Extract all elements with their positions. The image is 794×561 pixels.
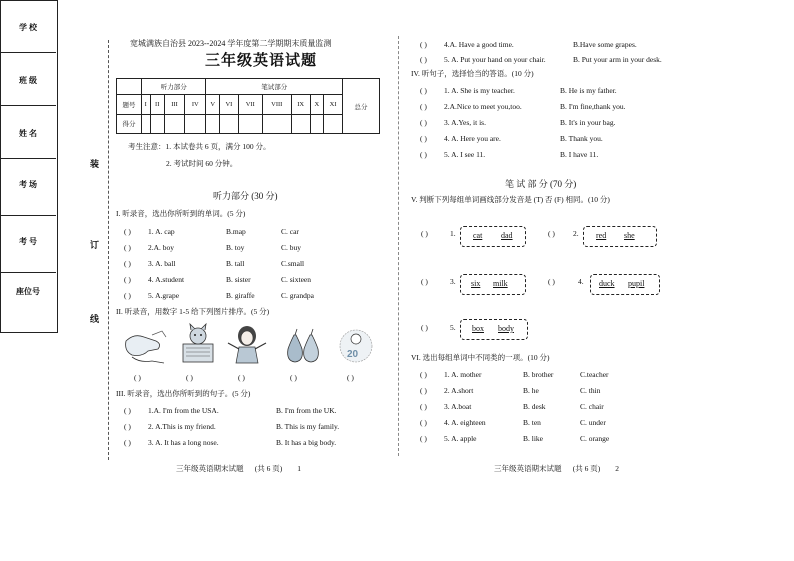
option-b: B. I have 11. xyxy=(560,150,599,159)
score-table xyxy=(116,78,380,134)
option-a: 5. A. I see 11. xyxy=(444,150,486,159)
picture-order-blank[interactable]: ( ) xyxy=(290,373,297,382)
option-a: 3. A.Yes, it is. xyxy=(444,118,486,127)
option-a: 1. A. She is my teacher. xyxy=(444,86,515,95)
section-6-title: VI. 选出每组单词中不同类的一项。(10 分) xyxy=(411,353,550,362)
item-number: 1. xyxy=(450,229,456,238)
option-b: B. I'm fine,thank you. xyxy=(560,102,626,111)
option-b: B.map xyxy=(226,227,246,236)
option-c: C.small xyxy=(281,259,305,268)
exam-header: 宽城满族自治县 2023--2024 学年度第二学期期末质量监测 xyxy=(130,39,332,48)
option-a: 2.A.Nice to meet you,too. xyxy=(444,102,522,111)
page-1-footer: 三年级英语期末试题 (共 6 页) 1 xyxy=(176,464,301,473)
score-col-header: XI xyxy=(324,95,343,114)
option-b: B. It has a big body. xyxy=(276,438,337,447)
answer-blank[interactable]: ( ) xyxy=(421,323,428,332)
option-a: 1.A. I'm from the USA. xyxy=(148,406,219,415)
option-c: C. chair xyxy=(580,402,604,411)
option-c: C. car xyxy=(281,227,299,236)
section-3-title: III. 听录音，选出你所听到的句子。(5 分) xyxy=(116,389,251,398)
word-1: box xyxy=(472,324,484,333)
picture-order-blank[interactable]: ( ) xyxy=(134,373,141,382)
exam-number-label: 考 号 xyxy=(19,237,37,246)
item-number: 3. xyxy=(450,277,456,286)
option-a: 2. A.This is my friend. xyxy=(148,422,216,431)
option-b: B. sister xyxy=(226,275,251,284)
score-col-header: VI xyxy=(220,95,239,114)
option-a: 5. A. Put your hand on your chair. xyxy=(444,55,546,64)
score-cell[interactable] xyxy=(262,114,291,133)
listening-section-title: 听力部分 (30 分) xyxy=(213,191,278,201)
score-cell[interactable] xyxy=(238,114,262,133)
school-label: 学 校 xyxy=(19,23,37,32)
answer-blank[interactable]: ( ) xyxy=(124,243,131,252)
word-pair-box xyxy=(460,319,528,340)
binding-cut-line xyxy=(108,40,109,460)
option-b: B. Thank you. xyxy=(560,134,603,143)
option-a: 3. A. It has a long nose. xyxy=(148,438,219,447)
option-a: 1. A. mother xyxy=(444,370,482,379)
score-cell[interactable] xyxy=(150,114,164,133)
answer-blank[interactable]: ( ) xyxy=(420,118,427,127)
name-row xyxy=(0,106,56,159)
word-2: she xyxy=(624,231,635,240)
section-2-title: II. 听录音，用数字 1-5 给下列图片排序。(5 分) xyxy=(116,307,270,316)
word-2: dad xyxy=(501,231,513,240)
answer-blank[interactable]: ( ) xyxy=(124,438,131,447)
score-col-header: VIII xyxy=(262,95,291,114)
section-5-title: V. 判断下列每组单词画线部分发音是 (T) 否 (F) 相同。(10 分) xyxy=(411,195,610,204)
answer-blank[interactable]: ( ) xyxy=(420,402,427,411)
option-a: 5. A.grape xyxy=(148,291,180,300)
option-a: 5. A. apple xyxy=(444,434,477,443)
score-col-header: III xyxy=(164,95,184,114)
answer-blank[interactable]: ( ) xyxy=(421,277,428,286)
option-b: B. This is my family. xyxy=(276,422,340,431)
page-title: 三年级英语试题 xyxy=(205,53,318,69)
binding-mark-zhuang: 装 xyxy=(90,159,100,169)
page-divider xyxy=(398,36,399,456)
answer-blank[interactable]: ( ) xyxy=(420,434,427,443)
answer-blank[interactable]: ( ) xyxy=(420,150,427,159)
option-b: B. tall xyxy=(226,259,245,268)
name-label: 姓 名 xyxy=(19,129,37,138)
score-col-header: IX xyxy=(291,95,310,114)
option-b: B. I'm from the UK. xyxy=(276,406,337,415)
answer-blank[interactable]: ( ) xyxy=(420,386,427,395)
score-cell[interactable] xyxy=(206,114,220,133)
option-a: 4. A.student xyxy=(148,275,185,284)
option-b: B.Have some grapes. xyxy=(573,40,637,49)
hand-pouring-icon xyxy=(122,327,170,365)
binding-mark-xian: 线 xyxy=(90,314,100,324)
option-b: B. toy xyxy=(226,243,245,252)
score-cell[interactable] xyxy=(142,114,151,133)
answer-blank[interactable]: ( ) xyxy=(124,227,131,236)
exam-number-row xyxy=(0,216,56,273)
score-col-header: II xyxy=(150,95,164,114)
word-pair-box xyxy=(590,274,660,295)
score-row-label: 得分 xyxy=(117,114,142,133)
option-c: C. grandpa xyxy=(281,291,314,300)
option-a: 4.A. Have a good time. xyxy=(444,40,514,49)
word-2: body xyxy=(498,324,514,333)
option-b: B. he xyxy=(523,386,539,395)
answer-blank[interactable]: ( ) xyxy=(420,86,427,95)
question-number-label: 题号 xyxy=(117,95,142,114)
score-col-header: IV xyxy=(185,95,206,114)
word-1: duck xyxy=(599,279,615,288)
word-pair-box xyxy=(583,226,657,247)
option-b: B. desk xyxy=(523,402,546,411)
picture-order-blank[interactable]: ( ) xyxy=(238,373,245,382)
option-a: 4. A. Here you are. xyxy=(444,134,501,143)
item-number: 2. xyxy=(573,229,579,238)
answer-blank[interactable]: ( ) xyxy=(124,422,131,431)
answer-blank[interactable]: ( ) xyxy=(124,291,131,300)
answer-blank[interactable]: ( ) xyxy=(124,275,131,284)
option-a: 3. A. ball xyxy=(148,259,176,268)
answer-blank[interactable]: ( ) xyxy=(124,259,131,268)
girl-icon xyxy=(225,325,269,365)
item-number: 5. xyxy=(450,323,456,332)
written-section-title: 笔 试 部 分 (70 分) xyxy=(505,179,577,189)
score-col-header: I xyxy=(142,95,151,114)
option-b: B. ten xyxy=(523,418,541,427)
binding-info-column xyxy=(0,0,58,333)
score-col-header: V xyxy=(206,95,220,114)
listening-group-header: 听力部分 xyxy=(142,79,206,95)
option-c: C. buy xyxy=(281,243,302,252)
class-row xyxy=(0,53,56,106)
option-a: 3. A.boat xyxy=(444,402,472,411)
option-b: B. Put your arm in your desk. xyxy=(573,55,662,64)
score-col-header: X xyxy=(310,95,324,114)
score-col-header: VII xyxy=(238,95,262,114)
option-b: B. He is my father. xyxy=(560,86,617,95)
picture-order-blank[interactable]: ( ) xyxy=(186,373,193,382)
answer-blank[interactable]: ( ) xyxy=(548,229,555,238)
option-c: C. sixteen xyxy=(281,275,311,284)
option-b: B. It's in your bag. xyxy=(560,118,616,127)
option-c: C. thin xyxy=(580,386,601,395)
option-c: C. under xyxy=(580,418,606,427)
seat-number-row xyxy=(0,273,56,330)
seat-number-label: 座位号 xyxy=(16,287,40,296)
cat-in-box-icon xyxy=(180,322,216,364)
score-cell[interactable] xyxy=(220,114,239,133)
option-b: B. like xyxy=(523,434,543,443)
option-c: C.teacher xyxy=(580,370,609,379)
section-4-title: IV. 听句子，选择恰当的答语。(10 分) xyxy=(411,69,534,78)
option-a: 2. A.short xyxy=(444,386,474,395)
binding-mark-ding: 订 xyxy=(90,240,100,250)
class-label: 班 级 xyxy=(19,76,37,85)
answer-blank[interactable]: ( ) xyxy=(420,102,427,111)
word-1: cat xyxy=(473,231,483,240)
word-2: pupil xyxy=(628,279,645,288)
answer-blank[interactable]: ( ) xyxy=(421,229,428,238)
number-20-icon xyxy=(336,327,376,365)
answer-blank[interactable]: ( ) xyxy=(548,277,555,286)
score-cell[interactable] xyxy=(185,114,206,133)
answer-blank[interactable]: ( ) xyxy=(420,55,427,64)
option-a: 1. A. cap xyxy=(148,227,175,236)
score-cell[interactable] xyxy=(310,114,324,133)
word-pair-box xyxy=(460,226,526,247)
option-a: 2.A. boy xyxy=(148,243,175,252)
pears-icon xyxy=(282,327,322,365)
svg-text:20: 20 xyxy=(347,349,359,360)
score-cell[interactable] xyxy=(324,114,343,133)
word-2: milk xyxy=(493,279,508,288)
score-table-corner xyxy=(117,79,142,95)
total-score-header: 总分 xyxy=(343,79,380,134)
exam-note-2: 2. 考试时间 60 分钟。 xyxy=(166,159,238,168)
written-group-header: 笔试部分 xyxy=(206,79,343,95)
page-2-footer: 三年级英语期末试题 (共 6 页) 2 xyxy=(494,464,619,473)
word-1: red xyxy=(596,231,607,240)
school-row xyxy=(0,0,56,53)
score-cell[interactable] xyxy=(291,114,310,133)
item-number: 4. xyxy=(578,277,584,286)
option-c: C. orange xyxy=(580,434,610,443)
answer-blank[interactable]: ( ) xyxy=(124,406,131,415)
picture-order-blank[interactable]: ( ) xyxy=(347,373,354,382)
exam-room-row xyxy=(0,159,56,216)
answer-blank[interactable]: ( ) xyxy=(420,370,427,379)
exam-room-label: 考 场 xyxy=(19,180,37,189)
word-pair-box xyxy=(460,274,526,295)
option-a: 4. A. eighteen xyxy=(444,418,486,427)
answer-blank[interactable]: ( ) xyxy=(420,418,427,427)
answer-blank[interactable]: ( ) xyxy=(420,134,427,143)
option-b: B. giraffe xyxy=(226,291,255,300)
section-1-title: I. 听录音，选出你所听到的单词。(5 分) xyxy=(116,209,246,218)
option-b: B. brother xyxy=(523,370,554,379)
word-1: six xyxy=(471,279,481,288)
exam-note-1: 考生注意：1. 本试卷共 6 页，满分 100 分。 xyxy=(128,142,271,151)
score-cell[interactable] xyxy=(164,114,184,133)
answer-blank[interactable]: ( ) xyxy=(420,40,427,49)
